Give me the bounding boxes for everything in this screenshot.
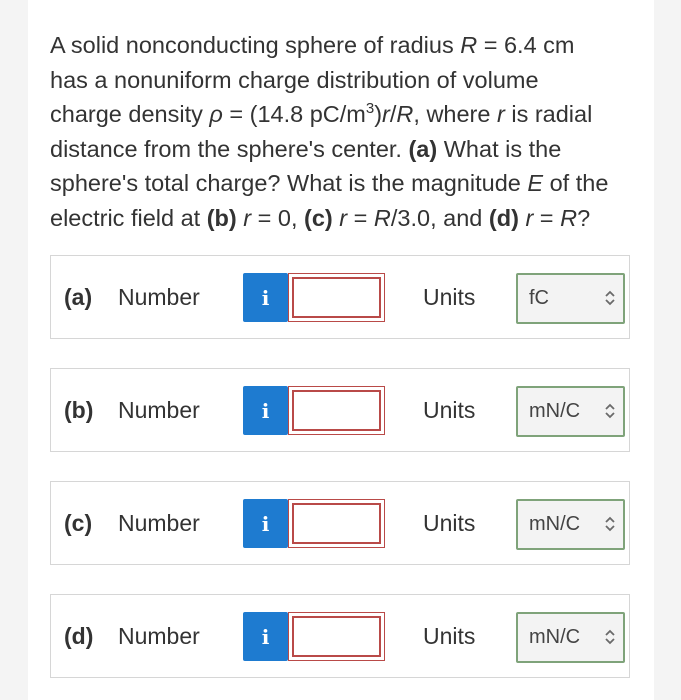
info-icon[interactable]: i (243, 273, 288, 322)
units-select[interactable] (516, 273, 625, 324)
units-value: mN/C (529, 626, 581, 648)
number-input[interactable] (288, 273, 385, 322)
units-label: Units (423, 510, 476, 536)
number-label: Number (118, 623, 200, 649)
chevron-up-down-icon (603, 628, 617, 646)
info-icon[interactable]: i (243, 499, 288, 548)
number-label: Number (118, 284, 200, 310)
info-icon[interactable]: i (243, 612, 288, 661)
info-icon[interactable]: i (243, 386, 288, 435)
units-label: Units (423, 623, 476, 649)
answer-row-a (50, 255, 630, 339)
units-label: Units (423, 284, 476, 310)
units-select[interactable] (516, 612, 625, 663)
units-value: mN/C (529, 513, 581, 535)
part-label: (d) (64, 623, 94, 649)
chevron-up-down-icon (603, 402, 617, 420)
chevron-up-down-icon (603, 289, 617, 307)
answer-row-c (50, 481, 630, 565)
units-select[interactable] (516, 499, 625, 550)
part-label: (c) (64, 510, 93, 536)
number-input[interactable] (288, 386, 385, 435)
units-label: Units (423, 397, 476, 423)
answer-row-b (50, 368, 630, 452)
question-text: A solid nonconducting sphere of radius R = 6.4 cm has a nonuniform charge distribution of volume charge density ρ = (14.8 $pC/m^3)r/R$, where r is radial distance from the sphere's center. (a) What is the sphere's total charge? What is the magnitude E of the electric field at (b) r = 0, (c) r = R/3.0, and (d) r = R? (50, 32, 609, 231)
number-label: Number (118, 397, 200, 423)
part-label: (b) (64, 397, 94, 423)
number-label: Number (118, 510, 200, 536)
answer-row-d (50, 594, 630, 678)
units-value: mN/C (529, 400, 581, 422)
units-select[interactable] (516, 386, 625, 437)
units-value: fC (529, 287, 549, 309)
number-input[interactable] (288, 612, 385, 661)
number-input[interactable] (288, 499, 385, 548)
question-panel (28, 0, 654, 700)
chevron-up-down-icon (603, 515, 617, 533)
part-label: (a) (64, 284, 93, 310)
